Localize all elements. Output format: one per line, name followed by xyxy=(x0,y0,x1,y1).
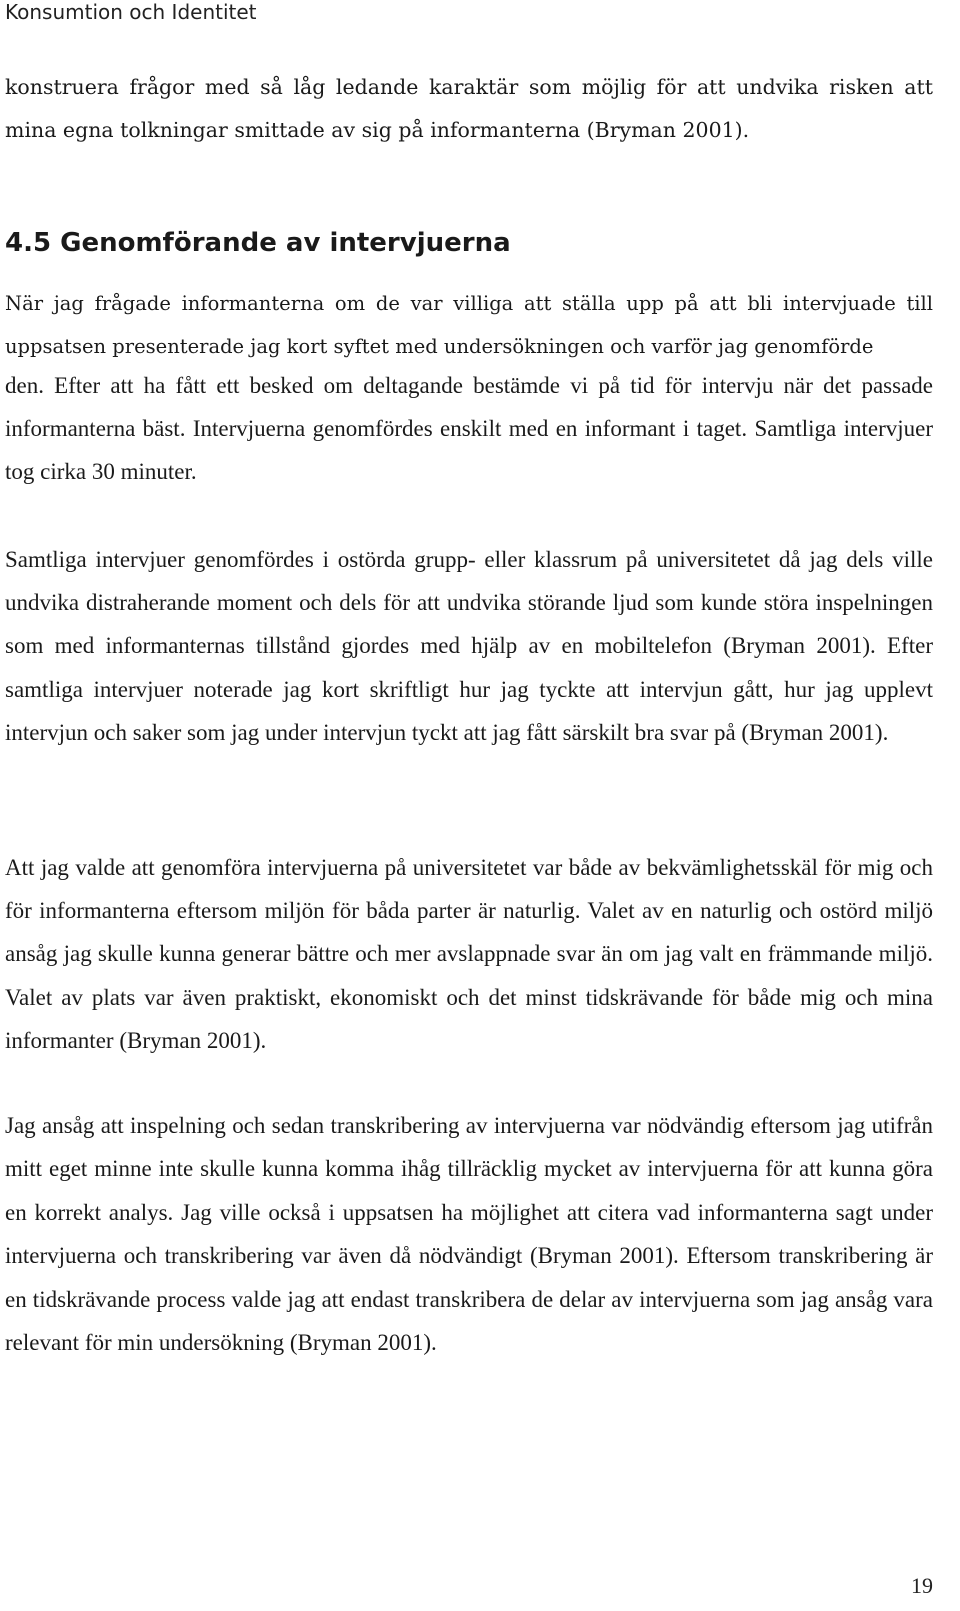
section-heading: 4.5 Genomförande av intervjuerna xyxy=(5,228,511,258)
paragraph-1: När jag frågade informanterna om de var villiga att ställa upp på att bli intervjuade till uppsatsen presenterade jag kort syftet med undersökningen och varför jag genomförde xyxy=(5,292,933,358)
intro-paragraph: konstruera frågor med så låg ledande karaktär som möjlig för att undvika risken att mina egna tolkningar smittade av sig på informanterna (Bryman 2001). xyxy=(5,75,933,142)
page-number: 19 xyxy=(911,1573,933,1598)
running-header: Konsumtion och Identitet xyxy=(5,0,257,24)
paragraph-4: Att jag valde att genomföra intervjuerna på universitetet var både av bekvämlighetsskäl för mig och för informanterna eftersom miljön för båda parter är naturlig. Valet av en naturlig och ostörd miljö ansåg jag skulle kunna generar bättre och mer avslappnade svar än om jag valt en främmande miljö. Valet av plats var även praktiskt, ekonomiskt och det minst tidskrävande för både mig och mina informanter (Bryman 2001). xyxy=(5,855,933,1053)
paragraph-5: Jag ansåg att inspelning och sedan transkribering av intervjuerna var nödvändig eftersom jag utifrån mitt eget minne inte skulle kunna komma ihåg tillräcklig mycket av intervjuerna för att kunna göra en korrekt analys. Jag ville också i uppsatsen ha möjlighet att citera vad informanterna sagt under intervjuerna och transkribering var även då nödvändigt (Bryman 2001). Eftersom transkribering är en tidskrävande process valde jag att endast transkribera de delar av intervjuerna som jag ansåg vara relevant för min undersökning (Bryman 2001). xyxy=(5,1113,933,1356)
paragraph-3: Samtliga intervjuer genomfördes i ostörda grupp- eller klassrum på universitetet då jag dels ville undvika distraherande moment och dels för att undvika störande ljud som kunde störa inspelningen som med informanternas tillstånd gjordes med hjälp av en mobiltelefon (Bryman 2001). Efter samtliga intervjuer noterade jag kort skriftligt hur jag tyckte att intervjun gått, hur jag upplevt intervjun och saker som jag under intervjun tyckt att jag fått särskilt bra svar på (Bryman 2001). xyxy=(5,547,933,745)
paragraph-2: den. Efter att ha fått ett besked om deltagande bestämde vi på tid för intervju när det passade informanterna bäst. Intervjuerna genomfördes enskilt med en informant i taget. Samtliga intervjuer tog cirka 30 minuter. xyxy=(5,373,933,484)
